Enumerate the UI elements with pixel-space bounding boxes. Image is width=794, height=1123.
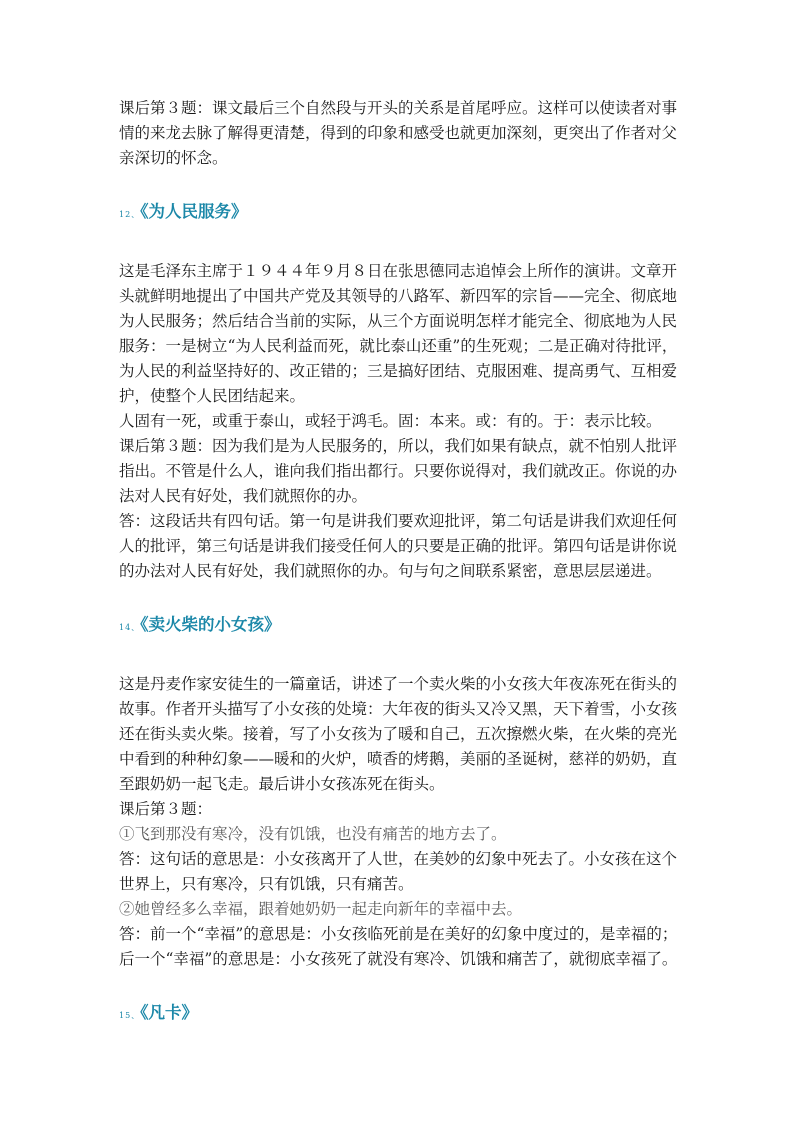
paragraph-serve-people-summary: 这是毛泽东主席于１９４４年９月８日在张思德同志追悼会上所作的演讲。文章开头就鲜明地提出了中国共产党及其领导的八路军、新四军的宗旨——完全、彻底地为人民服务；然后结合当前的实际，从三个方面说明怎样才能完全、彻底地为人民服务：一是树立“为人民利益而死，就比泰山还重”的生死观；二是正确对待批评，为人民的利益坚持好的、改正错的；三是搞好团结、克服困难、提高勇气、互相爱护，使整个人民团结起来。: [119, 262, 678, 405]
section-heading-15: [119, 1000, 679, 1028]
section-number: 15、: [119, 1011, 141, 1020]
section-heading-14: [119, 612, 679, 640]
paragraph-serve-people-quote: 人固有一死，或重于泰山，或轻于鸿毛。固：本来。或：有的。于：表示比较。: [119, 412, 662, 430]
section-number: 14、: [119, 623, 141, 632]
paragraph-serve-people-answer: 答：这段话共有四句话。第一句是讲我们要欢迎批评，第二句话是讲我们欢迎任何人的批评，第三句话是讲我们接受任何人的只要是正确的批评。第四句话是讲你说的办法对人民有好处，我们就照你的办。句与句之间联系紧密，意思层层递进。: [119, 512, 678, 580]
section-title: 《凡卡》: [140, 1003, 198, 1022]
quote-sentence-1: ①飞到那没有寒冷，没有饥饿，也没有痛苦的地方去了。: [119, 825, 507, 843]
section-title: 《为人民服务》: [140, 202, 248, 221]
document-body: [119, 96, 679, 1028]
section-number: 12、: [119, 210, 141, 219]
answer-sentence-2: 答：前一个“幸福”的意思是：小女孩临死前是在美好的幻象中度过的，是幸福的；后一个“幸福”的意思是：小女孩死了就没有寒冷、饥饿和痛苦了，就彻底幸福了。: [119, 925, 678, 968]
answer-sentence-1: 答：这句话的意思是：小女孩离开了人世，在美妙的幻象中死去了。小女孩在这个世界上，只有寒冷，只有饥饿，只有痛苦。: [119, 850, 678, 893]
paragraph-lesson11-answer: 课后第３题：课文最后三个自然段与开头的关系是首尾呼应。这样可以使读者对事情的来龙去脉了解得更清楚，得到的印象和感受也就更加深刻，更突出了作者对父亲深切的怀念。: [119, 99, 678, 167]
section-heading-12: [119, 199, 679, 227]
section-title: 《卖火柴的小女孩》: [140, 615, 281, 634]
paragraph-match-girl-question-label: 课后第３题：: [119, 800, 213, 818]
quote-sentence-2: ②她曾经多么幸福，跟着她奶奶一起走向新年的幸福中去。: [119, 900, 523, 918]
paragraph-match-girl-summary: 这是丹麦作家安徒生的一篇童话，讲述了一个卖火柴的小女孩大年夜冻死在街头的故事。作者开头描写了小女孩的处境：大年夜的街头又冷又黑，天下着雪，小女孩还在街头卖火柴。接着，写了小女孩为了暖和自己，五次擦燃火柴，在火柴的亮光中看到的种种幻象——暖和的火炉，喷香的烤鹅，美丽的圣诞树，慈祥的奶奶，直至跟奶奶一起飞走。最后讲小女孩冻死在街头。: [119, 675, 678, 793]
paragraph-serve-people-question: 课后第３题：因为我们是为人民服务的，所以，我们如果有缺点，就不怕别人批评指出。不管是什么人，谁向我们指出都行。只要你说得对，我们就改正。你说的办法对人民有好处，我们就照你的办。: [119, 437, 678, 505]
